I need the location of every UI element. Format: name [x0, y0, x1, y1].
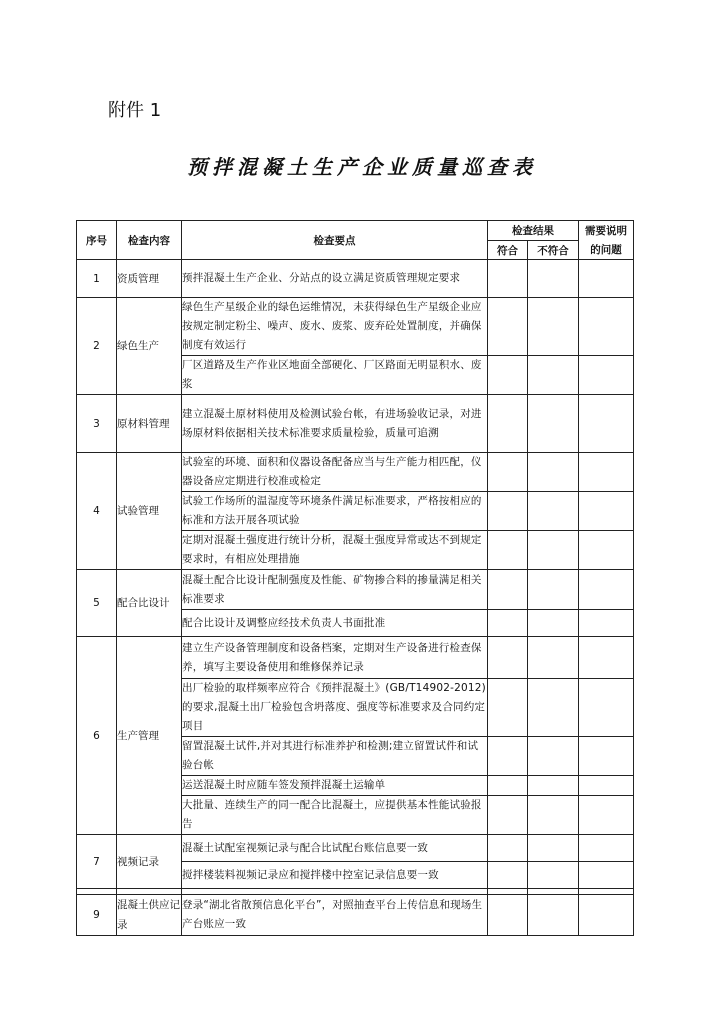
header-points: 检查要点 — [182, 221, 488, 260]
nonconform-cell[interactable] — [528, 356, 579, 395]
row-item: 混凝土供应记录 — [117, 895, 182, 936]
conform-cell[interactable] — [488, 570, 528, 610]
row-requirement: 绿色生产星级企业的绿色运维情况，未获得绿色生产星级企业应按规定制定粉尘、噪声、废水、废浆、废弃砼处置制度，并确保制度有效运行 — [182, 298, 488, 356]
note-cell[interactable] — [579, 492, 634, 531]
conform-cell[interactable] — [488, 356, 528, 395]
table-row — [77, 570, 634, 610]
row-item: 绿色生产 — [117, 298, 182, 395]
inspection-table — [76, 220, 634, 936]
row-requirement: 出厂检验的取样频率应符合《预拌混凝土》(GB/T14902-2012)的要求,混凝土出厂检验包含坍落度、强度等标准要求及合同约定项目 — [182, 679, 488, 737]
header-note-line2: 的问题 — [579, 241, 634, 260]
row-number: 9 — [77, 895, 117, 936]
header-nonconform: 不符合 — [528, 241, 579, 260]
note-cell[interactable] — [579, 453, 634, 492]
row-requirement: 大批量、连续生产的同一配合比混凝土，应提供基本性能试验报告 — [182, 796, 488, 835]
row-requirement: 配合比设计及调整应经技术负责人书面批准 — [182, 610, 488, 637]
nonconform-cell[interactable] — [528, 679, 579, 737]
conform-cell[interactable] — [488, 895, 528, 936]
nonconform-cell[interactable] — [528, 570, 579, 610]
row-item: 试验管理 — [117, 453, 182, 570]
nonconform-cell[interactable] — [528, 895, 579, 936]
note-cell[interactable] — [579, 796, 634, 835]
row-requirement: 定期对混凝土强度进行统计分析，混凝土强度异常或达不到规定要求时，有相应处理措施 — [182, 531, 488, 570]
row-number: 1 — [77, 260, 117, 298]
conform-cell[interactable] — [488, 298, 528, 356]
conform-cell[interactable] — [488, 737, 528, 776]
row-requirement: 留置混凝土试件,并对其进行标准养护和检测;建立留置试件和试验台帐 — [182, 737, 488, 776]
row-number: 2 — [77, 298, 117, 395]
table-row — [77, 395, 634, 453]
nonconform-cell[interactable] — [528, 796, 579, 835]
row-number: 5 — [77, 570, 117, 637]
note-cell[interactable] — [579, 610, 634, 637]
row-item: 视频记录 — [117, 835, 182, 889]
row-item: 配合比设计 — [117, 570, 182, 637]
nonconform-cell[interactable] — [528, 637, 579, 679]
note-cell[interactable] — [579, 531, 634, 570]
table-row — [77, 637, 634, 679]
row-requirement: 搅拌楼装料视频记录应和搅拌楼中控室记录信息要一致 — [182, 862, 488, 889]
conform-cell[interactable] — [488, 796, 528, 835]
table-row — [77, 895, 634, 936]
row-number: 6 — [77, 637, 117, 835]
row-requirement: 试验工作场所的温湿度等环境条件满足标准要求，严格按相应的标准和方法开展各项试验 — [182, 492, 488, 531]
note-cell[interactable] — [579, 862, 634, 889]
conform-cell[interactable] — [488, 776, 528, 796]
header-content: 检查内容 — [117, 221, 182, 260]
row-requirement: 建立混凝土原材料使用及检测试验台帐，有进场验收记录，对进场原材料依据相关技术标准要求质量检验，质量可追溯 — [182, 395, 488, 453]
row-item: 原材料管理 — [117, 395, 182, 453]
note-cell[interactable] — [579, 737, 634, 776]
conform-cell[interactable] — [488, 453, 528, 492]
row-number: 3 — [77, 395, 117, 453]
row-requirement: 试验室的环境、面积和仪器设备配备应当与生产能力相匹配，仪器设备应定期进行校准或检定 — [182, 453, 488, 492]
note-cell[interactable] — [579, 835, 634, 862]
row-item: 资质管理 — [117, 260, 182, 298]
note-cell[interactable] — [579, 679, 634, 737]
row-number: 4 — [77, 453, 117, 570]
nonconform-cell[interactable] — [528, 492, 579, 531]
note-cell[interactable] — [579, 356, 634, 395]
conform-cell[interactable] — [488, 531, 528, 570]
nonconform-cell[interactable] — [528, 610, 579, 637]
nonconform-cell[interactable] — [528, 260, 579, 298]
header-seq: 序号 — [77, 221, 117, 260]
nonconform-cell[interactable] — [528, 862, 579, 889]
conform-cell[interactable] — [488, 260, 528, 298]
row-requirement: 登录“湖北省散预信息化平台”，对照抽查平台上传信息和现场生产台账应一致 — [182, 895, 488, 936]
page-title: 预拌混凝土生产企业质量巡查表 — [187, 155, 537, 179]
table-row — [77, 835, 634, 862]
row-requirement: 混凝土试配室视频记录与配合比试配台账信息要一致 — [182, 835, 488, 862]
header-conform: 符合 — [488, 241, 528, 260]
row-requirement: 厂区道路及生产作业区地面全部硬化、厂区路面无明显积水、废浆 — [182, 356, 488, 395]
table-row — [77, 453, 634, 492]
conform-cell[interactable] — [488, 679, 528, 737]
conform-cell[interactable] — [488, 835, 528, 862]
note-cell[interactable] — [579, 395, 634, 453]
note-cell[interactable] — [579, 637, 634, 679]
row-requirement: 混凝土配合比设计配制强度及性能、矿物掺合料的掺量满足相关标准要求 — [182, 570, 488, 610]
header-note-line1: 需要说明 — [579, 221, 634, 241]
conform-cell[interactable] — [488, 395, 528, 453]
conform-cell[interactable] — [488, 492, 528, 531]
conform-cell[interactable] — [488, 637, 528, 679]
nonconform-cell[interactable] — [528, 737, 579, 776]
note-cell[interactable] — [579, 776, 634, 796]
nonconform-cell[interactable] — [528, 453, 579, 492]
nonconform-cell[interactable] — [528, 776, 579, 796]
nonconform-cell[interactable] — [528, 298, 579, 356]
note-cell[interactable] — [579, 298, 634, 356]
table-row — [77, 298, 634, 356]
header-result: 检查结果 — [488, 221, 579, 241]
note-cell[interactable] — [579, 570, 634, 610]
row-requirement: 运送混凝土时应随车签发预拌混凝土运输单 — [182, 776, 488, 796]
row-item: 生产管理 — [117, 637, 182, 835]
attachment-label: 附件 1 — [108, 100, 162, 121]
conform-cell[interactable] — [488, 862, 528, 889]
row-requirement: 建立生产设备管理制度和设备档案，定期对生产设备进行检查保养，填写主要设备使用和维修保养记录 — [182, 637, 488, 679]
conform-cell[interactable] — [488, 610, 528, 637]
row-requirement: 预拌混凝土生产企业、分站点的设立满足资质管理规定要求 — [182, 260, 488, 298]
note-cell[interactable] — [579, 260, 634, 298]
nonconform-cell[interactable] — [528, 395, 579, 453]
row-number: 7 — [77, 835, 117, 889]
nonconform-cell[interactable] — [528, 531, 579, 570]
table-row — [77, 260, 634, 298]
note-cell[interactable] — [579, 895, 634, 936]
nonconform-cell[interactable] — [528, 835, 579, 862]
